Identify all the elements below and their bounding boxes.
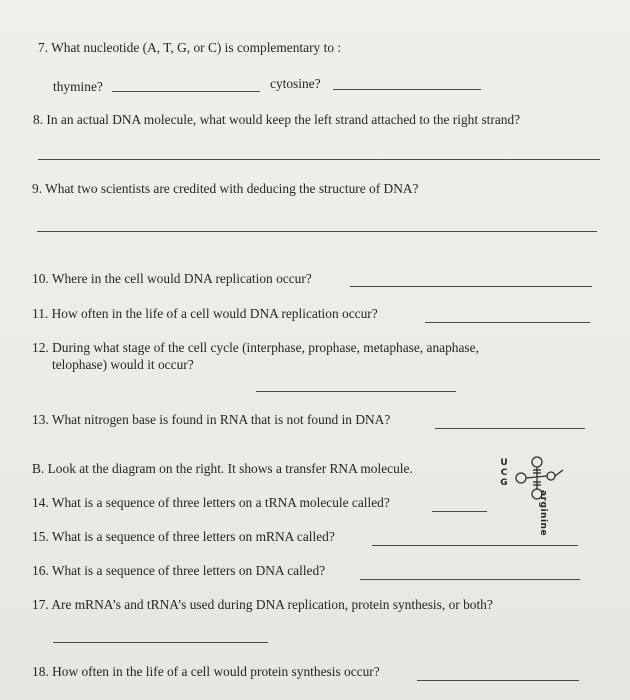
question-9: 9. What two scientists are credited with deducing the structure of DNA? [32, 181, 419, 196]
question-15: 15. What is a sequence of three letters on mRNA called? [32, 529, 335, 544]
question-12-line-1: 12. During what stage of the cell cycle (interphase, prophase, metaphase, anaphase, [32, 340, 479, 355]
question-14: 14. What is a sequence of three letters on a tRNA molecule called? [32, 495, 390, 510]
amino-acid-label: arginine [538, 490, 548, 537]
question-7: 7. What nucleotide (A, T, G, or C) is complementary to : [38, 40, 342, 55]
question-7-thymine-label: thymine? [53, 79, 103, 94]
trna-acceptor-end [555, 470, 563, 476]
trna-top-loop [532, 457, 542, 467]
question-17: 17. Are mRNA’s and tRNA’s used during DNA replication, protein synthesis, or both? [32, 597, 493, 612]
answer-line-q14[interactable] [432, 511, 487, 512]
question-16: 16. What is a sequence of three letters on DNA called? [32, 563, 326, 578]
anticodon-letter-1: U [500, 458, 508, 468]
answer-line-q13[interactable] [435, 428, 585, 429]
answer-line-q9[interactable] [37, 231, 597, 232]
answer-line-q11[interactable] [425, 322, 590, 323]
answer-line-q12[interactable] [256, 391, 456, 392]
answer-line-q17[interactable] [53, 642, 268, 643]
answer-line-q8[interactable] [38, 159, 600, 160]
trna-right-loop [547, 472, 555, 480]
answer-line-q15[interactable] [372, 545, 578, 546]
answer-line-q16[interactable] [360, 579, 580, 580]
question-8: 8. In an actual DNA molecule, what would keep the left strand attached to the right strand? [33, 112, 521, 127]
answer-line-cytosine[interactable] [333, 89, 481, 90]
answer-line-q10[interactable] [350, 286, 592, 287]
trna-left-loop [516, 473, 526, 483]
section-b-instructions: B. Look at the diagram on the right. It shows a transfer RNA molecule. [32, 461, 413, 476]
question-13: 13. What nitrogen base is found in RNA that is not found in DNA? [32, 412, 391, 427]
anticodon-letter-3: G [500, 478, 508, 488]
answer-line-q18[interactable] [417, 680, 579, 681]
question-7-cytosine-label: cytosine? [270, 76, 321, 91]
anticodon-letter-2: C [500, 468, 508, 478]
question-10: 10. Where in the cell would DNA replication occur? [32, 271, 312, 286]
question-11: 11. How often in the life of a cell would DNA replication occur? [32, 306, 378, 321]
question-18: 18. How often in the life of a cell would protein synthesis occur? [32, 664, 380, 679]
answer-line-thymine[interactable] [112, 91, 260, 92]
anticodon-letters [498, 458, 510, 488]
question-12-line-2: telophase) would it occur? [52, 357, 194, 372]
